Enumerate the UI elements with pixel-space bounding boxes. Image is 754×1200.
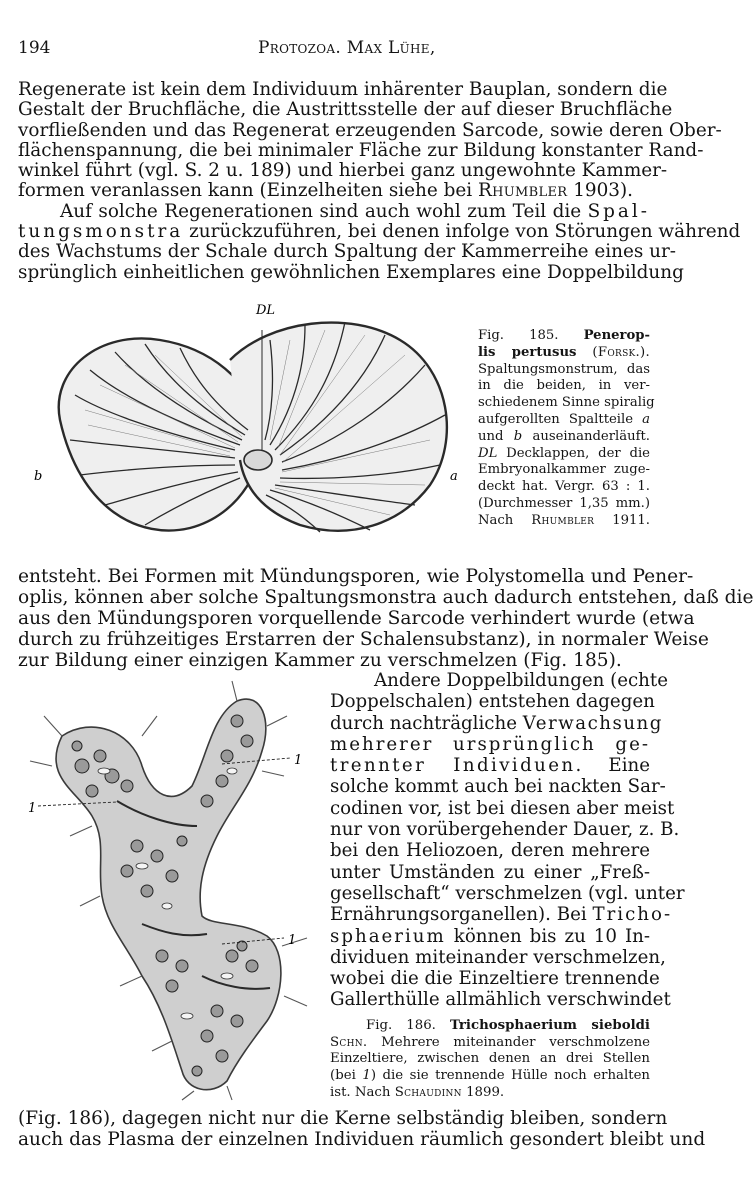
- text-line: [330, 926, 650, 947]
- figure-185-illustration: [30, 300, 472, 562]
- text-line: flächenspannung, die bei minimaler Fläche zur Bildung konstanter Rand-: [18, 139, 704, 161]
- species-name: Trichosphaerium sieboldi: [450, 1018, 650, 1033]
- author-name: (Forsk.).: [592, 344, 650, 360]
- text-fragment: zurückzuführen, bei denen infolge von Störungen während: [183, 221, 741, 243]
- running-title: Protozoa. Max Lühe,: [258, 38, 436, 58]
- text-fragment: Eine: [583, 755, 650, 777]
- spaced-term: sphaerium: [330, 925, 446, 947]
- figure-label-1: 1: [288, 933, 297, 948]
- label-ref: 1: [362, 1068, 371, 1084]
- text-line: Doppelschalen) entstehen dagegen: [330, 691, 655, 713]
- text-line: solche kommt auch bei nackten Sar-: [330, 776, 666, 798]
- text-fragment: ) die sie trennende Hülle noch erhalten: [370, 1068, 650, 1084]
- figure-number: Fig. 185.: [478, 328, 559, 343]
- species-name: Penerop-: [583, 328, 650, 343]
- figure-label-1: 1: [294, 753, 303, 768]
- text-line: Gallerthülle allmählich verschwindet: [330, 989, 671, 1011]
- text-line: sprünglich einheitlichen gewöhnlichen Exemplares eine Doppelbildung: [18, 261, 684, 283]
- text-line: zur Bildung einer einzigen Kammer zu verschmelzen (Fig. 185).: [18, 650, 622, 671]
- text-fragment: (bei: [330, 1068, 363, 1084]
- species-name: lis pertusus: [478, 344, 577, 360]
- text-fragment: formen veranlassen kann (Einzelheiten siehe bei: [18, 180, 479, 202]
- label-ref: DL: [478, 445, 498, 461]
- caption-line: [478, 429, 650, 446]
- text-fragment: Nach: [478, 512, 514, 528]
- label-ref: b: [513, 428, 523, 444]
- text-fragment: 1899.: [461, 1084, 505, 1100]
- text-line: unter Umständen zu einer „Freß-: [330, 861, 650, 883]
- spaced-term: tungsmonstra: [18, 221, 184, 243]
- caption-line: [478, 328, 650, 345]
- paragraph-doppelbildungen: [330, 670, 685, 1011]
- text-fragment: 1911.: [612, 512, 650, 528]
- figure-label-1: 1: [28, 801, 37, 816]
- figure-number: Fig. 186.: [366, 1018, 436, 1033]
- text-line: mehrerer ursprünglich ge-: [330, 733, 650, 755]
- text-fragment: aufgerollten Spaltteile: [478, 411, 634, 427]
- caption-line: in die beiden, in ver-: [478, 378, 650, 394]
- text-line: (Fig. 186), dagegen nicht nur die Kerne selbständig bleiben, sondern: [18, 1108, 668, 1129]
- caption-line: [478, 345, 650, 362]
- text-line: [18, 221, 741, 243]
- text-fragment: auseinanderläuft.: [532, 428, 650, 444]
- author-name: Schn.: [330, 1034, 368, 1050]
- caption-line: [478, 412, 650, 429]
- text-line: aus den Mündungsporen vorquellende Sarcode verhindert wurde (etwa: [18, 608, 695, 629]
- figure-label-b: b: [34, 469, 43, 484]
- text-fragment: und: [478, 428, 504, 444]
- text-line: Regenerate ist kein dem Individuum inhärenter Bauplan, sondern die: [18, 79, 668, 100]
- text-fragment: Decklappen, der die: [506, 445, 650, 461]
- author-name: Schaudinn: [394, 1084, 462, 1100]
- text-fragment: Ernährungsorganellen). Bei: [330, 904, 593, 926]
- figure-185-caption: [478, 328, 655, 530]
- spaced-term: Tricho-: [592, 904, 673, 926]
- text-line: [330, 755, 650, 776]
- caption-line: [330, 1018, 650, 1035]
- caption-line: Embryonalkammer zuge-: [478, 462, 650, 478]
- paragraph-muendungsporen: [18, 566, 754, 671]
- text-line: entsteht. Bei Formen mit Mündungsporen, wie Polystomella und Pener-: [18, 566, 694, 587]
- text-line: [330, 904, 673, 926]
- text-fragment: 1903).: [567, 180, 634, 202]
- text-line: auch das Plasma der einzelnen Individuen räumlich gesondert bleibt und: [18, 1129, 706, 1150]
- caption-line: Spaltungsmonstrum, das: [478, 361, 650, 377]
- caption-line: Einzeltiere, zwischen denen an drei Stellen: [330, 1051, 650, 1067]
- text-fragment: können bis zu 10 In-: [445, 925, 650, 947]
- caption-line: [330, 1085, 650, 1102]
- text-line: winkel führt (vgl. S. 2 u. 189) und hierbei ganz ungewohnte Kammer-: [18, 160, 668, 182]
- page-number: 194: [18, 38, 51, 58]
- text-line: wobei die die Einzeltiere trennende: [330, 968, 660, 990]
- spaced-term: trennter Individuen.: [330, 755, 584, 777]
- text-fragment: Auf solche Regenerationen sind auch wohl zum Teil die: [60, 200, 588, 222]
- text-line: [330, 712, 663, 734]
- caption-line: [478, 446, 650, 463]
- figure-label-dl: DL: [256, 303, 276, 318]
- text-fragment: ist. Nach: [330, 1084, 395, 1100]
- text-fragment: durch nachträgliche: [330, 712, 523, 734]
- text-line: gesellschaft“ verschmelzen (vgl. unter: [330, 882, 685, 904]
- text-line: vorfließenden und das Regenerat erzeugenden Sarcode, sowie deren Ober-: [18, 119, 722, 141]
- running-header: [18, 38, 650, 64]
- paragraph-regenerate: [18, 79, 741, 283]
- paragraph-kerne: [18, 1108, 706, 1150]
- text-line: [18, 202, 650, 222]
- spaced-term: Spal-: [587, 200, 650, 222]
- text-line: oplis, können aber solche Spaltungsmonstra auch dadurch entstehen, daß die: [18, 587, 754, 608]
- caption-line: schiedenem Sinne spiralig: [478, 395, 655, 411]
- caption-line: deckt hat. Vergr. 63 : 1.: [478, 479, 650, 495]
- figure-186-illustration: [22, 676, 322, 1102]
- text-line: Gestalt der Bruchfläche, die Austrittsstelle der auf dieser Bruchfläche: [18, 99, 673, 121]
- caption-line: [478, 513, 650, 530]
- text-fragment: Mehrere miteinander verschmolzene: [367, 1034, 650, 1050]
- text-line: dividuen miteinander verschmelzen,: [330, 946, 666, 968]
- text-line: nur von vorübergehender Dauer, z. B.: [330, 819, 680, 841]
- author-name: Rhumbler: [478, 180, 568, 202]
- figure-label-a: a: [450, 469, 458, 484]
- text-line: durch zu frühzeitiges Erstarren der Schalensubstanz), in normaler Weise: [18, 629, 709, 650]
- text-line: codinen vor, ist bei diesen aber meist: [330, 797, 675, 819]
- author-name: Rhumbler: [531, 512, 595, 528]
- figure-186-caption: [330, 1018, 650, 1102]
- text-line: [18, 181, 650, 201]
- caption-line: [330, 1068, 650, 1085]
- caption-line: (Durchmesser 1,35 mm.): [478, 495, 650, 511]
- caption-line: [330, 1035, 650, 1052]
- spaced-term: Verwachsung: [522, 712, 663, 734]
- text-line: Andere Doppelbildungen (echte: [374, 670, 668, 691]
- text-line: bei den Heliozoen, deren mehrere: [330, 840, 650, 862]
- label-ref: a: [642, 411, 650, 427]
- text-line: des Wachstums der Schale durch Spaltung der Kammerreihe eines ur-: [18, 241, 676, 263]
